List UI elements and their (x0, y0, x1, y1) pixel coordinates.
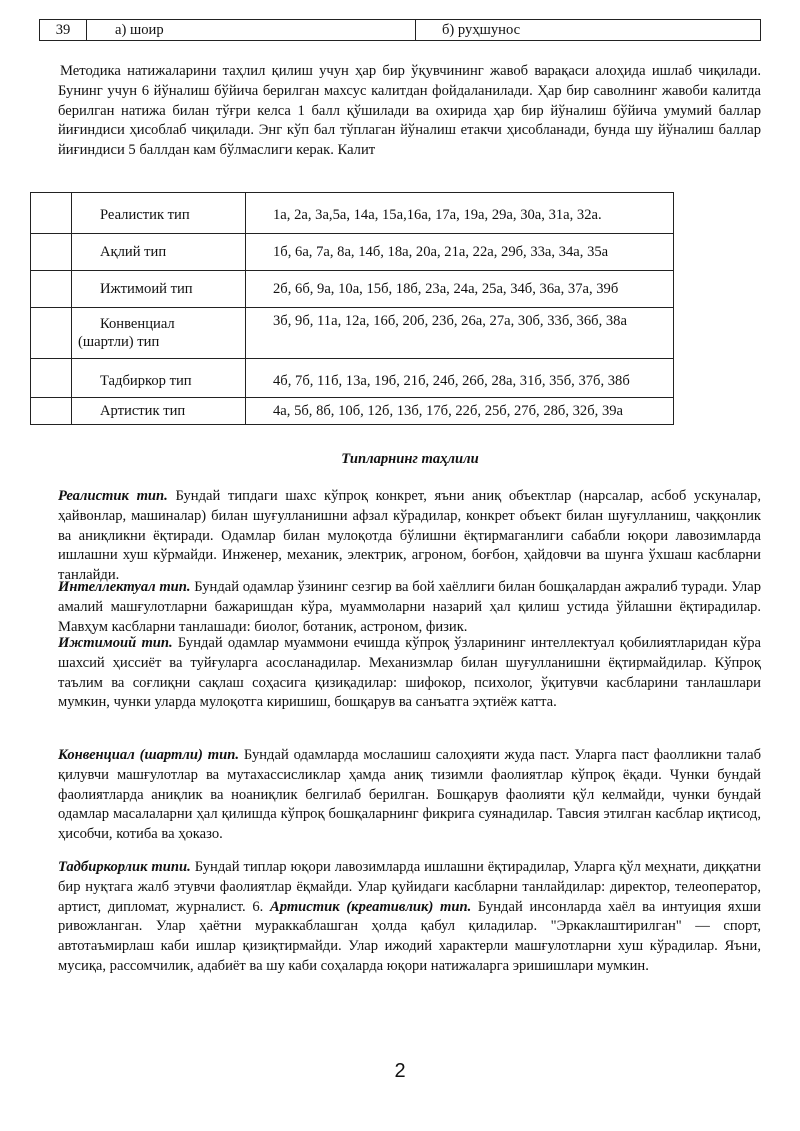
type-name: Артистик тип (72, 398, 246, 425)
section-entrepreneur (58, 858, 761, 977)
table-row (40, 20, 761, 41)
table-row (31, 271, 674, 308)
option-a: а) шоир (87, 20, 416, 41)
section-body: Бундай одамлар муаммони ечишда кўпроқ ўзларининг интеллектуал қобилиятларидан кўра шахсий ҳиссиёт ва туйғуларга асосланадилар. Механизмлар билан шуғулланишни ёқтирмайдилар. Кўпроқ таълим ва соғлиқни сақлаш соҳасига қизиқадилар: шифокор, психолог, ўқитувчи касбларини танлашлари мумкин, чунки уларда мулоқотга киришиш, бошқарув ва санъатга эҳтиёж катта. (58, 635, 762, 711)
section-heading: Интеллектуал тип. (58, 579, 191, 595)
type-answers: 2б, 6б, 9а, 10а, 15б, 18б, 23а, 24а, 25а, 34б, 36а, 37а, 39б (246, 271, 674, 308)
section-heading: Тадбиркорлик типи. (58, 859, 191, 875)
section-body-artistic: Бундай инсонларда хаёл ва интуиция яхши ривожланган. Улар ҳаётни мураккаблашган ҳолда қабул қиладилар. "Эркаклаштирилган" — спорт, автотаъмирлаш каби ишлар қизиқтирмайди. Улар ижодий характерли машғулотларни хуш кўрадилар. Яъни, мусиқа, рассомчилик, адабиёт ва шу каби соҳаларда юқори натижаларга эришишлари мумкин. (58, 898, 761, 974)
table-row (31, 308, 674, 359)
methodology-paragraph: Методика натижаларини таҳлил қилиш учун ҳар бир ўқувчининг жавоб варақаси алоҳида ишлаб чиқилади. Бунинг учун 6 йўналиш бўйича берилган махсус калитдан фойдаланилади. Ҳар бир саволнинг жавоби калитда берилган натижа билан тўғри келса 1 балл қўшилади ва охирида ҳар бир йўналиш бўйича умумий баллар йиғиндиси ҳисоблаб чиқилади. Энг кўп бал тўплаган йўналиш етакчи ҳисобланади, бунда шу йўналиш баллар йиғиндиси 5 баллдан кам бўлмаслиги керак. Калит (58, 63, 761, 159)
section-body: Бундай типдаги шахс кўпроқ конкрет, яъни аниқ объектлар (нарсалар, асбоб ускуналар, ҳайвонлар, машиналар) билан шуғулланишни афзал кўрадилар, конкрет объект билан шуғулланиш, чаққонлик ва аниқликни ёқтиради. Одамлар билан мулоқотда бўлишни ёқтирмаганлиги сабабли юқори лавозимларда ишлашни хуш кўрмайди. Инженер, механик, электрик, агроном, боғбон, ҳайдовчи ва шунга ўхшаш касбларни танлайди. (58, 488, 761, 584)
type-name: Реалистик тип (72, 193, 246, 234)
section-realistic (58, 487, 761, 586)
section-body: Бундай одамлар ўзининг сезгир ва бой хаёллиги билан бошқалардан ажралиб туради. Улар амалий машғулотларни бажаришдан кўра, муаммоларни назарий ҳал қилиш устида ўйлашни ёқтирадилар. Мавҳум касбларни танлашади: биолог, ботаник, астроном, физик. (58, 579, 761, 635)
table-row (31, 398, 674, 425)
section-body: Бундай типлар юқори лавозимларда ишлашни ёқтирадилар, Уларга қўл меҳнати, диққатни бир нуқтага жалб этувчи фаолиятлар ёқмайди. Улар қуйидаги касбларни танлайдилар: директор, телеоператор, артист, дипломат, журналист. 6. (58, 859, 761, 915)
type-answers: 1а, 2а, 3а,5а, 14а, 15а,16а, 17а, 19а, 29а, 30а, 31а, 32а. (246, 193, 674, 234)
type-name: Ақлий тип (72, 234, 246, 271)
analysis-title: Типларнинг таҳлили (341, 451, 479, 467)
type-name: Тадбиркор тип (72, 359, 246, 398)
section-intellectual (58, 578, 761, 637)
page-number: 2 (394, 1060, 406, 1082)
section-social (58, 634, 761, 713)
option-b: б) руҳшунос (416, 20, 761, 41)
type-name-line2: (шартли) тип (78, 334, 160, 350)
type-answers: 1б, 6а, 7а, 8а, 14б, 18а, 20а, 21а, 22а, 29б, 33а, 34а, 35а (246, 234, 674, 271)
section-conventional (58, 746, 761, 845)
table-row (31, 359, 674, 398)
table-row (31, 234, 674, 271)
section-heading: Реалистик тип. (58, 488, 168, 504)
section-heading-artistic: Артистик (креативлик) тип. (269, 898, 472, 915)
answer-row-table (39, 19, 761, 41)
type-name (72, 308, 246, 359)
type-answers: 4б, 7б, 11б, 13а, 19б, 21б, 24б, 26б, 28а, 31б, 35б, 37б, 38б (246, 359, 674, 398)
section-body: Бундай одамларда мослашиш салоҳияти жуда паст. Уларга паст фаолликни талаб қилувчи машғулотлар ва мутахассисликлар ҳамда аниқ тизимли фаолиятлар кўпроқ ёқади. Чунки бундай фаолиятларда аниқлик ва ноаниқлик белгилаб берилган. Бошқарув фаолияти қўл келмайди, чунки бундай одамлар масалаларни ҳал қилишда кўпроқ бошқаларнинг фикрига суянадилар. Тавсия этилган касблар иқтисод, ҳисобчи, котиба ва ҳоказо. (58, 747, 761, 843)
section-heading: Конвенциал (шартли) тип. (58, 747, 239, 763)
type-name-line1: Конвенциал (100, 316, 175, 332)
type-name: Ижтимоий тип (72, 271, 246, 308)
section-heading: Ижтимоий тип. (58, 635, 173, 651)
answer-key-table (30, 192, 674, 425)
type-answers: 3б, 9б, 11а, 12а, 16б, 20б, 23б, 26а, 27а, 30б, 33б, 36б, 38а (246, 308, 674, 359)
question-number: 39 (40, 20, 87, 41)
type-answers: 4а, 5б, 8б, 10б, 12б, 13б, 17б, 22б, 25б, 27б, 28б, 32б, 39а (246, 398, 674, 425)
table-row (31, 193, 674, 234)
